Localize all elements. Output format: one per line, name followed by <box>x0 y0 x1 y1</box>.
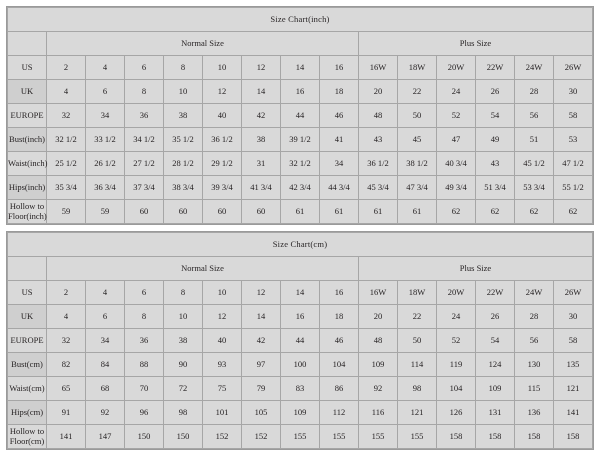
table-cell: 96 <box>125 401 164 425</box>
table-cell: 32 1/2 <box>281 152 320 176</box>
row-label: US <box>8 56 47 80</box>
table-cell: 49 3/4 <box>437 176 476 200</box>
group-header-normal-size: Normal Size <box>47 257 359 281</box>
table-row <box>8 377 593 401</box>
table-cell: 26W <box>554 281 593 305</box>
table-cell: 44 <box>281 104 320 128</box>
table-cell: 4 <box>47 80 86 104</box>
table-cell: 50 <box>398 104 437 128</box>
group-header-normal-size: Normal Size <box>47 32 359 56</box>
row-label: Hips(cm) <box>8 401 47 425</box>
table-cell: 26 <box>476 80 515 104</box>
table-cell: 24W <box>515 281 554 305</box>
table-cell: 36 <box>125 104 164 128</box>
table-cell: 65 <box>47 377 86 401</box>
table-cell: 51 3/4 <box>476 176 515 200</box>
table-cell: 92 <box>359 377 398 401</box>
table-cell: 34 <box>86 104 125 128</box>
table-cell: 34 1/2 <box>125 128 164 152</box>
table-cell: 10 <box>203 56 242 80</box>
table-cell: 61 <box>320 200 359 224</box>
table-cell: 24W <box>515 56 554 80</box>
table-cell: 12 <box>203 80 242 104</box>
size-chart-cm <box>6 231 594 450</box>
table-cell: 41 <box>320 128 359 152</box>
table-cell: 136 <box>515 401 554 425</box>
table-cell: 109 <box>476 377 515 401</box>
table-cell: 4 <box>86 56 125 80</box>
table-cell: 91 <box>47 401 86 425</box>
table-cell: 155 <box>398 425 437 449</box>
table-row <box>8 80 593 104</box>
table-cell: 45 <box>398 128 437 152</box>
table-cell: 58 <box>554 104 593 128</box>
table-cell: 141 <box>554 401 593 425</box>
table-row <box>8 305 593 329</box>
table-cell: 48 <box>359 329 398 353</box>
table-cell: 24 <box>437 80 476 104</box>
table-cell: 27 1/2 <box>125 152 164 176</box>
table-cell: 62 <box>554 200 593 224</box>
table-cell: 121 <box>398 401 437 425</box>
table-cell: 28 <box>515 80 554 104</box>
table-cell: 8 <box>164 281 203 305</box>
table-cell: 38 3/4 <box>164 176 203 200</box>
table-cell: 72 <box>164 377 203 401</box>
table-row <box>8 128 593 152</box>
table-cell: 32 <box>47 329 86 353</box>
table-cell: 46 <box>320 329 359 353</box>
table-cell: 112 <box>320 401 359 425</box>
table-cell: 35 3/4 <box>47 176 86 200</box>
table-row <box>8 281 593 305</box>
table-cell: 158 <box>515 425 554 449</box>
table-cell: 58 <box>554 329 593 353</box>
table-cell: 6 <box>125 56 164 80</box>
table-cell: 38 <box>242 128 281 152</box>
table-cell: 10 <box>164 80 203 104</box>
table-cell: 22 <box>398 80 437 104</box>
row-label: EUROPE <box>8 329 47 353</box>
table-cell: 10 <box>164 305 203 329</box>
table-cell: 60 <box>164 200 203 224</box>
table-cell: 55 1/2 <box>554 176 593 200</box>
table-cell: 52 <box>437 104 476 128</box>
table-cell: 126 <box>437 401 476 425</box>
table-cell: 116 <box>359 401 398 425</box>
table-cell: 86 <box>320 377 359 401</box>
group-header-plus-size: Plus Size <box>359 257 593 281</box>
table-row <box>8 353 593 377</box>
table-cell: 20W <box>437 281 476 305</box>
table-cell: 97 <box>242 353 281 377</box>
table-cell: 49 <box>476 128 515 152</box>
table-cell: 2 <box>47 56 86 80</box>
table-cell: 14 <box>242 80 281 104</box>
table-cell: 16 <box>320 56 359 80</box>
table-cell: 50 <box>398 329 437 353</box>
table-cell: 62 <box>437 200 476 224</box>
table-cell: 44 <box>281 329 320 353</box>
table-cell: 90 <box>164 353 203 377</box>
table-cell: 43 <box>476 152 515 176</box>
table-cell: 68 <box>86 377 125 401</box>
table-cell: 70 <box>125 377 164 401</box>
table-cell: 18W <box>398 56 437 80</box>
table-cell: 16 <box>281 305 320 329</box>
table-cell: 150 <box>164 425 203 449</box>
table-cell: 114 <box>398 353 437 377</box>
table-cell: 36 1/2 <box>359 152 398 176</box>
table-cell: 16 <box>281 80 320 104</box>
table-cell: 47 1/2 <box>554 152 593 176</box>
table-cell: 28 1/2 <box>164 152 203 176</box>
table-cell: 155 <box>320 425 359 449</box>
table-cell: 98 <box>398 377 437 401</box>
table-cell: 26W <box>554 56 593 80</box>
table-cell: 109 <box>281 401 320 425</box>
table-cell: 12 <box>203 305 242 329</box>
table-cell: 54 <box>476 329 515 353</box>
table-cell: 62 <box>515 200 554 224</box>
table-cell: 4 <box>47 305 86 329</box>
table-cell: 44 3/4 <box>320 176 359 200</box>
table-cell: 8 <box>164 56 203 80</box>
table-cell: 29 1/2 <box>203 152 242 176</box>
table-cell: 59 <box>47 200 86 224</box>
table-cell: 84 <box>86 353 125 377</box>
table-cell: 22W <box>476 56 515 80</box>
table-cell: 26 1/2 <box>86 152 125 176</box>
table-cell: 92 <box>86 401 125 425</box>
group-header-blank <box>8 257 47 281</box>
table-cell: 26 <box>476 305 515 329</box>
table-cell: 32 <box>47 104 86 128</box>
chart-title-row <box>8 233 593 257</box>
table-cell: 56 <box>515 329 554 353</box>
table-cell: 42 <box>242 104 281 128</box>
table-cell: 2 <box>47 281 86 305</box>
table-cell: 16W <box>359 56 398 80</box>
table-cell: 28 <box>515 305 554 329</box>
table-cell: 22W <box>476 281 515 305</box>
size-chart-inch-table <box>7 7 593 224</box>
table-cell: 101 <box>203 401 242 425</box>
table-cell: 38 1/2 <box>398 152 437 176</box>
chart-title: Size Chart(inch) <box>8 8 593 32</box>
table-cell: 62 <box>476 200 515 224</box>
table-cell: 16 <box>320 281 359 305</box>
group-header-row <box>8 32 593 56</box>
table-cell: 93 <box>203 353 242 377</box>
table-cell: 42 3/4 <box>281 176 320 200</box>
row-label: Bust(inch) <box>8 128 47 152</box>
table-cell: 6 <box>125 281 164 305</box>
table-cell: 41 3/4 <box>242 176 281 200</box>
table-cell: 48 <box>359 104 398 128</box>
row-label: UK <box>8 80 47 104</box>
table-cell: 20W <box>437 56 476 80</box>
table-cell: 40 <box>203 329 242 353</box>
table-cell: 20 <box>359 80 398 104</box>
table-row <box>8 56 593 80</box>
table-cell: 45 1/2 <box>515 152 554 176</box>
table-cell: 38 <box>164 329 203 353</box>
row-label: US <box>8 281 47 305</box>
table-cell: 121 <box>554 377 593 401</box>
table-cell: 61 <box>281 200 320 224</box>
size-chart-inch <box>6 6 594 225</box>
row-label: Hips(inch) <box>8 176 47 200</box>
table-cell: 36 1/2 <box>203 128 242 152</box>
table-cell: 56 <box>515 104 554 128</box>
table-row <box>8 401 593 425</box>
table-cell: 38 <box>164 104 203 128</box>
table-cell: 12 <box>242 56 281 80</box>
table-cell: 115 <box>515 377 554 401</box>
table-cell: 75 <box>203 377 242 401</box>
table-cell: 40 <box>203 104 242 128</box>
size-chart-cm-table <box>7 232 593 449</box>
table-row <box>8 152 593 176</box>
table-cell: 104 <box>437 377 476 401</box>
table-cell: 24 <box>437 305 476 329</box>
table-cell: 8 <box>125 80 164 104</box>
group-header-row <box>8 257 593 281</box>
table-cell: 53 3/4 <box>515 176 554 200</box>
table-row <box>8 425 593 449</box>
table-cell: 39 1/2 <box>281 128 320 152</box>
table-cell: 31 <box>242 152 281 176</box>
table-cell: 12 <box>242 281 281 305</box>
row-label: Waist(cm) <box>8 377 47 401</box>
table-cell: 36 <box>125 329 164 353</box>
table-cell: 51 <box>515 128 554 152</box>
table-cell: 52 <box>437 329 476 353</box>
table-cell: 83 <box>281 377 320 401</box>
table-cell: 40 3/4 <box>437 152 476 176</box>
table-cell: 119 <box>437 353 476 377</box>
table-cell: 131 <box>476 401 515 425</box>
row-label: EUROPE <box>8 104 47 128</box>
table-cell: 42 <box>242 329 281 353</box>
table-cell: 147 <box>86 425 125 449</box>
table-cell: 158 <box>476 425 515 449</box>
table-cell: 53 <box>554 128 593 152</box>
table-row <box>8 200 593 224</box>
table-cell: 36 3/4 <box>86 176 125 200</box>
row-label: Bust(cm) <box>8 353 47 377</box>
table-cell: 18 <box>320 80 359 104</box>
table-cell: 47 3/4 <box>398 176 437 200</box>
table-cell: 59 <box>86 200 125 224</box>
table-cell: 32 1/2 <box>47 128 86 152</box>
size-chart-cm-body <box>8 233 593 449</box>
table-cell: 6 <box>86 80 125 104</box>
table-cell: 10 <box>203 281 242 305</box>
table-cell: 43 <box>359 128 398 152</box>
table-cell: 54 <box>476 104 515 128</box>
table-cell: 30 <box>554 80 593 104</box>
table-cell: 60 <box>125 200 164 224</box>
table-cell: 22 <box>398 305 437 329</box>
table-cell: 104 <box>320 353 359 377</box>
table-cell: 25 1/2 <box>47 152 86 176</box>
table-cell: 109 <box>359 353 398 377</box>
table-cell: 14 <box>281 281 320 305</box>
table-cell: 155 <box>359 425 398 449</box>
table-cell: 14 <box>281 56 320 80</box>
table-cell: 45 3/4 <box>359 176 398 200</box>
table-cell: 152 <box>242 425 281 449</box>
row-label: Waist(inch) <box>8 152 47 176</box>
table-cell: 150 <box>125 425 164 449</box>
size-chart-inch-body <box>8 8 593 224</box>
table-cell: 61 <box>359 200 398 224</box>
table-row <box>8 329 593 353</box>
table-cell: 98 <box>164 401 203 425</box>
table-cell: 47 <box>437 128 476 152</box>
table-cell: 88 <box>125 353 164 377</box>
table-cell: 61 <box>398 200 437 224</box>
table-cell: 141 <box>47 425 86 449</box>
table-cell: 30 <box>554 305 593 329</box>
table-cell: 39 3/4 <box>203 176 242 200</box>
row-label: UK <box>8 305 47 329</box>
table-cell: 135 <box>554 353 593 377</box>
table-cell: 16W <box>359 281 398 305</box>
table-cell: 158 <box>554 425 593 449</box>
table-cell: 4 <box>86 281 125 305</box>
table-cell: 18W <box>398 281 437 305</box>
table-cell: 158 <box>437 425 476 449</box>
table-cell: 100 <box>281 353 320 377</box>
table-cell: 60 <box>242 200 281 224</box>
table-cell: 37 3/4 <box>125 176 164 200</box>
table-cell: 82 <box>47 353 86 377</box>
table-cell: 34 <box>86 329 125 353</box>
chart-title: Size Chart(cm) <box>8 233 593 257</box>
table-row <box>8 104 593 128</box>
table-cell: 152 <box>203 425 242 449</box>
table-cell: 130 <box>515 353 554 377</box>
table-cell: 33 1/2 <box>86 128 125 152</box>
table-cell: 35 1/2 <box>164 128 203 152</box>
table-cell: 20 <box>359 305 398 329</box>
group-header-blank <box>8 32 47 56</box>
table-cell: 155 <box>281 425 320 449</box>
table-cell: 8 <box>125 305 164 329</box>
table-cell: 124 <box>476 353 515 377</box>
row-label: Hollow to Floor(inch) <box>8 200 47 224</box>
table-cell: 60 <box>203 200 242 224</box>
table-cell: 46 <box>320 104 359 128</box>
table-cell: 34 <box>320 152 359 176</box>
chart-title-row <box>8 8 593 32</box>
table-cell: 6 <box>86 305 125 329</box>
table-cell: 18 <box>320 305 359 329</box>
table-cell: 14 <box>242 305 281 329</box>
row-label: Hollow to Floor(cm) <box>8 425 47 449</box>
table-cell: 79 <box>242 377 281 401</box>
group-header-plus-size: Plus Size <box>359 32 593 56</box>
table-row <box>8 176 593 200</box>
table-cell: 105 <box>242 401 281 425</box>
